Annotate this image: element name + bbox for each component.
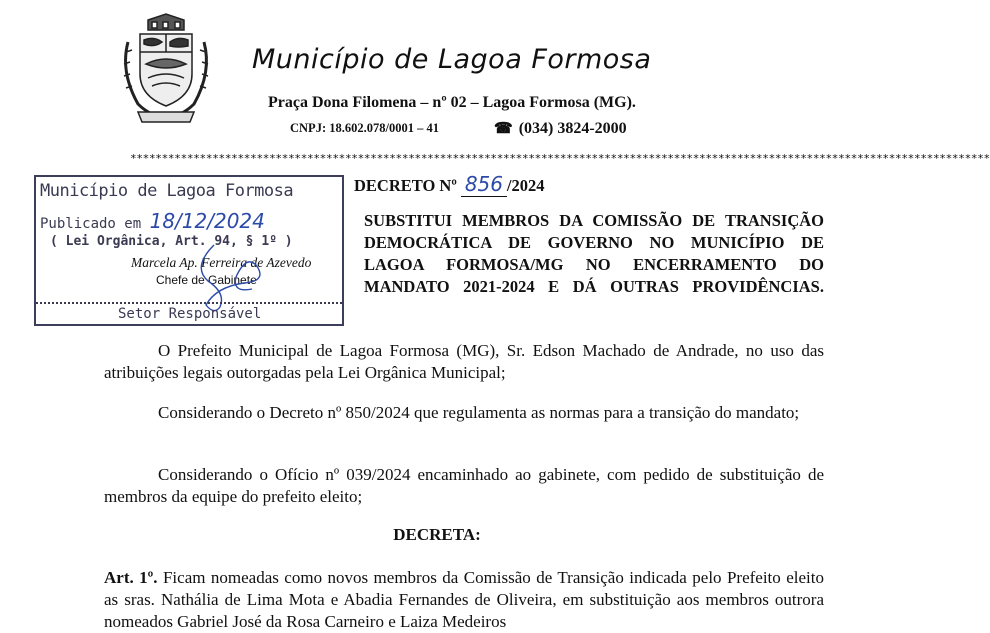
article-1 [104,567,824,633]
paragraph-considering-oficio [104,464,824,508]
article-1-label: Art. 1º. [104,568,158,587]
stamp-signer-name: Marcela Ap. Ferreira de Azevedo [131,255,312,270]
address: Praça Dona Filomena – nº 02 – Lagoa Formosa (MG). [268,94,636,111]
coat-of-arms-icon [118,12,214,128]
stamp-published-line [40,209,265,233]
separator-line: **************************************************************************************************************************************** [130,152,990,165]
decree-label: DECRETO Nº [354,176,457,195]
stamp-published-date: 18/12/2024 [149,209,265,233]
paragraph-preamble [104,340,824,384]
stamp-law-reference: ( Lei Orgânica, Art. 94, § 1º ) [50,234,293,249]
municipality-title: Município de Lagoa Formosa [252,44,652,75]
paragraph-preamble-text: O Prefeito Municipal de Lagoa Formosa (MG), Sr. Edson Machado de Andrade, no uso das atribuições legais outorgadas pela Lei Orgânica Municipal; [104,341,824,382]
handwritten-signature [186,237,296,317]
decree-ementa: SUBSTITUI MEMBROS DA COMISSÃO DE TRANSIÇÃO DEMOCRÁTICA DE GOVERNO NO MUNICÍPIO DE LAGOA FORMOSA/MG NO ENCERRAMENTO DO MANDATO 2021-2024 E DÁ OUTRAS PROVIDÊNCIAS. [364,211,824,296]
stamp-divider [36,302,342,304]
stamp-published-label: Publicado em [40,216,142,232]
phone-number: (034) 3824-2000 [518,120,627,137]
paragraph-considering-decree [104,402,824,424]
phone [494,119,627,138]
article-1-content [104,567,824,633]
decreta-heading: DECRETA: [393,525,481,544]
decree-number-line [354,172,545,197]
stamp-signer-role: Chefe de Gabinete [156,273,257,287]
stamp-municipality: Município de Lagoa Formosa [40,181,294,201]
publication-stamp [34,175,344,326]
paragraph-considering-decree-text: Considerando o Decreto nº 850/2024 que regulamenta as normas para a transição do mandato; [158,403,800,422]
article-1-text: Ficam nomeadas como novos membros da Comissão de Transição indicada pelo Prefeito eleito as sras. Nathália de Lima Mota e Abadia Fernandes de Oliveira, em substituição aos membros outrora nomeados Gabriel José da Rosa Carneiro e Laiza Medeiros [104,568,824,631]
cnpj: CNPJ: 18.602.078/0001 – 41 [290,121,439,135]
decree-number: 856 [461,172,507,197]
paragraph-considering-oficio-text: Considerando o Ofício nº 039/2024 encaminhado ao gabinete, com pedido de substituição de membros da equipe do prefeito eleito; [104,465,824,506]
telephone-icon: ☎ [494,121,513,137]
decree-year: /2024 [506,176,545,195]
stamp-footer: Setor Responsável [118,306,262,322]
